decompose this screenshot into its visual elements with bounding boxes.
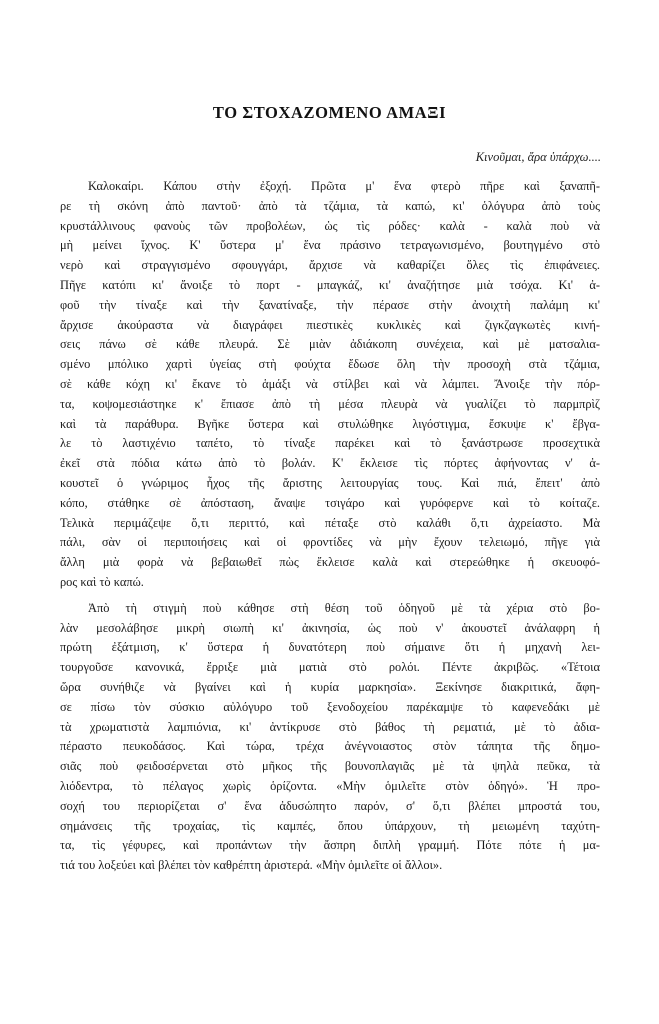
epigraph: Κινοῦμαι, ἄρα ὑπάρχω.... bbox=[475, 150, 601, 164]
text-line: ρος καὶ τὸ καπώ. bbox=[60, 574, 144, 589]
document-title: ΤΟ ΣΤΟΧΑΖΟΜΕΝΟ ΑΜΑΞΙ bbox=[212, 103, 447, 122]
text-line: κουστεῖ ὁ γνώριμος ἦχος τῆς ἄριστης λειτουργίας τους. Καὶ πιά, ἔπειτ' ἀπὸ bbox=[60, 475, 600, 490]
text-line: σεις πάνω σὲ κάθε πλευρά. Σὲ μιὰν ἀδιάκοπη συνέχεια, καὶ μὲ ματσαλια- bbox=[60, 337, 600, 352]
text-line: φοῦ τὴν τίναξε καὶ τὴν ξανατίναξε, τὴν πέρασε στὴν ἀνοιχτὴ παλάμη κι' bbox=[60, 297, 600, 312]
text-line: Πῆγε κατόπι κι' ἄνοιξε τὸ πορτ - μπαγκάζ, κι' ἀναζήτησε μιὰ τσόχα. Κι' ἀ- bbox=[60, 277, 600, 292]
text-line: τα, κοψομεσιάστηκε κ' ἔπιασε ἀπὸ τὴ μέσα πλευρὰ νὰ γυαλίζει τὸ παρμπρὶζ bbox=[60, 396, 600, 411]
text-line: λὰν μεσολάβησε μικρὴ σιωπὴ κι' ἀκινησία, ὡς ποὺ ν' ἀκουστεῖ ἀνάλαφρη ἡ bbox=[60, 620, 600, 635]
text-line: ἄλλη μιὰ φορὰ νὰ βεβαιωθεῖ πὼς ἔκλεισε καλὰ καὶ στερεώθηκε ἡ σκευοφό- bbox=[60, 555, 600, 570]
body-text bbox=[60, 177, 600, 876]
paragraph bbox=[60, 177, 600, 593]
text-line: σε πίσω τὸν σύσκιο αὐλόγυρο τοῦ ξενοδοχείου παρέκαμψε τὸ καφενεδάκι μὲ bbox=[60, 699, 600, 714]
text-line: τουργοῦσε κανονικά, ἔρριξε μιὰ ματιὰ στὸ ρολόι. Πέντε ἀκριβῶς. «Τέτοια bbox=[60, 660, 600, 675]
text-line: Καλοκαίρι. Κάπου στὴν ἐξοχή. Πρῶτα μ' ἕνα φτερὸ πῆρε καὶ ξαναπῆ- bbox=[88, 179, 600, 193]
text-line: ρε τὴ σκόνη ἀπὸ παντοῦ· ἀπὸ τὰ τζάμια, τὰ καπώ, κι' ὁλόγυρα ἀπὸ τοὺς bbox=[60, 198, 600, 213]
text-line: ἐκεῖ στὰ πόδια κάτω ἀπὸ τὸ βολάν. Κ' ἔκλεισε τὶς πόρτες ἀφήνοντας ν' ἀ- bbox=[60, 456, 600, 471]
text-line: Ἀπὸ τὴ στιγμὴ ποὺ κάθησε στὴ θέση τοῦ ὁδηγοῦ μὲ τὰ χέρια στὸ βο- bbox=[88, 600, 600, 615]
text-line: ὥρα συνήθιζε νὰ βγαίνει καὶ ἡ κυρία μαρκησία». Ξεκίνησε διακριτικά, ἄφη- bbox=[60, 679, 600, 694]
text-line: πρώτη ἐξάτμιση, κ' ὕστερα ἡ δυνατότερη ποὺ σήμαινε ὅτι ἡ μηχανὴ λει- bbox=[60, 640, 600, 655]
paragraph bbox=[60, 599, 600, 876]
text-line: πάλι, σὰν οἱ περιποιήσεις καὶ οἱ φροντίδες νὰ μὴν ἔχουν τελειωμό, πῆγε γιὰ bbox=[60, 535, 600, 550]
text-line: σιᾶς ποὺ φειδοσέρνεται στὸ μῆκος τῆς βουνοπλαγιᾶς μὲ τὰ ψηλὰ πεῦκα, τὰ bbox=[60, 759, 600, 774]
text-line: σοχή του περιορίζεται σ' ἕνα ἀδυσώπητο παρόν, σ' ὅ,τι βλέπει μπροστά του, bbox=[60, 798, 600, 813]
text-line: πέραστο πευκοδάσος. Καὶ τώρα, τρέχα ἀνέγνοιαστος στὸν τάπητα τῆς δημο- bbox=[60, 739, 600, 754]
text-line: σὲ κάθε κόχη κι' ἔκανε τὸ ἁμάξι νὰ στίλβει καὶ νὰ λάμπει. Ἄνοιξε τὴν πόρ- bbox=[60, 376, 600, 391]
text-line: ἄρχισε ἀκούραστα νὰ διαγράφει πιεστικὲς κυκλικὲς καὶ ζιγκζαγκωτὲς κινή- bbox=[60, 317, 600, 332]
text-line: κρυστάλλινους φανοὺς τῶν προβολέων, ὡς τὶς ρόδες· καλὰ - καλὰ ποὺ νὰ bbox=[60, 218, 600, 233]
text-line: σημάνσεις τῆς τροχαίας, τὶς καμπές, ὅπου ὑπάρχουν, τὴ μειωμένη ταχύτη- bbox=[60, 818, 600, 833]
text-line: καὶ τὰ παράθυρα. Βγῆκε ὕστερα καὶ στυλώθηκε λιγόστιγμα, ἔσκυψε κ' ἔβγα- bbox=[60, 416, 600, 431]
text-line: Τελικὰ περιμάζεψε ὅ,τι περιττό, καὶ πέταξε στὸ καλάθι ὅ,τι ἀχρείαστο. Μὰ bbox=[60, 515, 600, 530]
text-line: νερὸ καὶ στραγγισμένο σφουγγάρι, ἄρχισε νὰ καθαρίζει ὅλες τὶς ἐπιφάνειες. bbox=[60, 258, 600, 273]
text-line: μὴ μείνει ἴχνος. Κ' ὕστερα μ' ἕνα πράσινο τετραγωνισμένο, βουτηγμένο στὸ bbox=[60, 238, 600, 253]
text-line: σμένο μπόλικο χαρτὶ ὑγείας στὴ φούχτα ἔδωσε ὅλη τὴν προσοχὴ στὰ τζάμια, bbox=[60, 357, 600, 372]
text-line: τιά του λοξεύει καὶ βλέπει τὸν καθρέπτη ἀριστερά. «Μὴν ὁμιλεῖτε οἱ ἄλλοι». bbox=[60, 858, 443, 873]
text-line: τὰ χρωματιστὰ λαμπιόνια, κι' ἀντίκρυσε στὸ βάθος τὴ ρεματιά, μὲ τὸ ἀδια- bbox=[60, 719, 600, 734]
text-line: λε τὸ λαστιχένιο ταπέτο, τὸ τίναξε παρέκει καὶ τὸ ξανάστρωσε προσεχτικὰ bbox=[60, 436, 600, 451]
text-line: κόπο, στάθηκε σὲ ἀπόσταση, ἄναψε τσιγάρο καὶ γυρόφερνε καὶ τὸ κοίταζε. bbox=[60, 495, 600, 510]
text-line: τα, τὶς γέφυρες, καὶ προπάντων τὴν ἄσπρη διπλὴ γραμμή. Πότε πότε ἡ μα- bbox=[60, 838, 600, 853]
text-line: λιόδεντρα, τὸ πέλαγος χωρὶς ὁρίζοντα. «Μὴν ὁμιλεῖτε στὸν ὁδηγό». Ἡ προ- bbox=[60, 778, 600, 793]
